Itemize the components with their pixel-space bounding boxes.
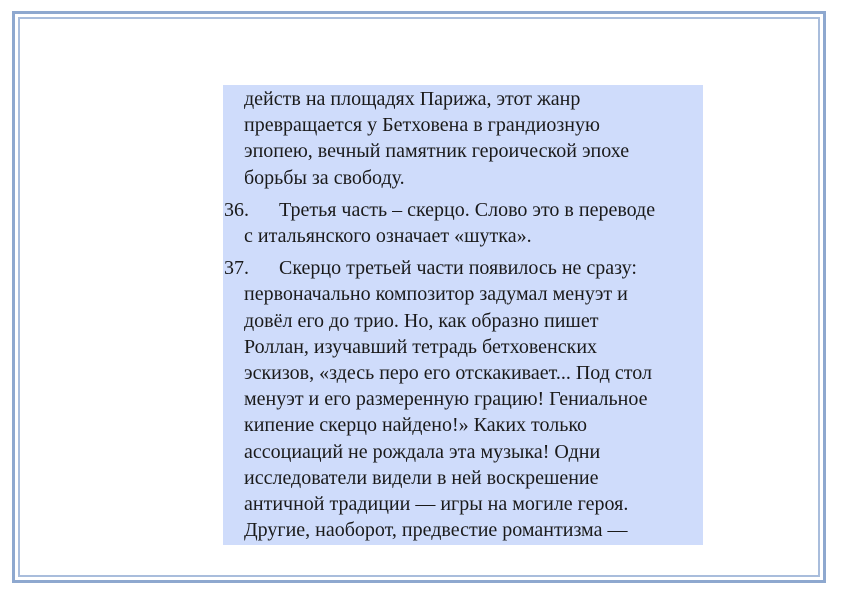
text-line: первоначально композитор задумал менуэт и (244, 283, 628, 306)
text-line: Роллан, изучавший тетрадь бетховенских (244, 335, 598, 358)
paragraph-number: 36. (224, 198, 249, 221)
text-line: действ на площадях Парижа, этот жанр (244, 88, 581, 110)
text-line: Третья часть – скерцо. Слово это в переводе (279, 198, 656, 221)
text-line: ассоциаций не рождала эта музыка! Одни (244, 440, 601, 463)
text-line: эпопею, вечный памятник героической эпохе (244, 140, 630, 163)
text-line: с итальянского означает «шутка». (244, 225, 532, 248)
paragraph-37 (223, 255, 703, 543)
text-line: борьбы за свободу. (244, 166, 405, 189)
paragraph-continuation (223, 85, 703, 191)
text-line: превращается у Бетховена в грандиозную (244, 114, 600, 137)
text-line: исследователи видели в ней воскрешение (244, 466, 599, 489)
text-box (223, 85, 703, 545)
paragraph-36 (223, 197, 703, 249)
text-line: довёл его до трио. Но, как образно пишет (244, 309, 599, 332)
text-line: кипение скерцо найдено!» Каких только (244, 414, 588, 437)
text-line: менуэт и его размеренную грацию! Гениальное (244, 388, 648, 411)
text-line: Скерцо третьей части появилось не сразу: (279, 257, 637, 280)
text-line: античной традиции — игры на могиле героя. (244, 493, 629, 516)
text-line: Другие, наоборот, предвестие романтизма — (244, 519, 628, 542)
text-line: эскизов, «здесь перо его отскакивает... Под стол (244, 362, 652, 385)
paragraph-number: 37. (224, 257, 249, 280)
